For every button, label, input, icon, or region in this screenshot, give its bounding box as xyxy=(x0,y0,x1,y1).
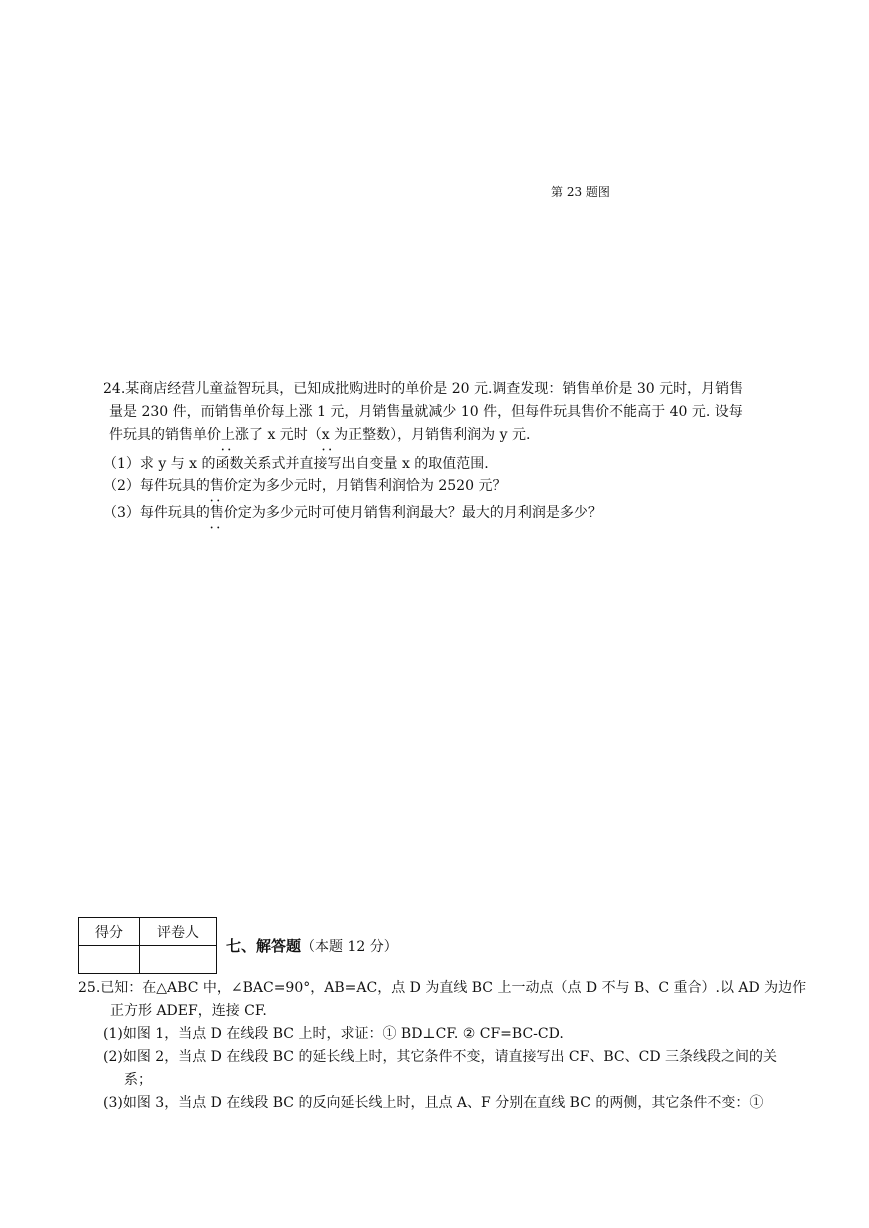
q24-line3-c: 了 x 元时（ xyxy=(249,427,322,443)
q24-line2: 量是 230 件，而销售单价每上涨 1 元，月销售量就减少 10 件，但每件玩具售价不能高于 40 元. 设每 xyxy=(109,404,743,420)
q24-line1: 24.某商店经营儿童益智玩具，已知成批购进时的单价是 20 元.调查发现：销售单价是 30 元时，月销售 xyxy=(103,381,744,397)
q24-emphasis-price-2: 售价 • • xyxy=(210,478,238,494)
section-7-note: （本题 12 分） xyxy=(301,939,398,955)
grader-header: 评卷人 xyxy=(140,918,217,946)
q24-part3-c: 定为多少元时可使月销售利润最大？最大的月利润是多少？ xyxy=(237,505,602,521)
score-cell[interactable] xyxy=(79,946,140,974)
q24-emphasis-price-3: 售价 • • xyxy=(210,505,238,521)
q25-part3: (3)如图 3，当点 D 在线段 BC 的反向延长线上时，且点 A、F 分别在直线 BC 的两侧，其它条件不变：① xyxy=(103,1095,764,1111)
q24-line3 xyxy=(109,425,530,445)
q24-part2-c: 定为多少元时，月销售利润恰为 2520 元？ xyxy=(237,478,507,494)
q25-line2: 正方形 ADEF，连接 CF. xyxy=(110,1003,267,1019)
q24-emphasis-integer: x 为正整数 • • xyxy=(322,427,390,443)
q24-line3-a: 件玩具的销售单价 xyxy=(109,427,221,443)
q25-line1: 25.已知：在△ABC 中，∠BAC=90°，AB=AC，点 D 为直线 BC 上一动点（点 D 不与 B、C 重合）.以 AD 为边作 xyxy=(78,980,807,996)
q24-part3 xyxy=(103,503,602,523)
score-table xyxy=(78,917,217,974)
q25-part2-cont: 系； xyxy=(124,1072,152,1088)
q24-part2 xyxy=(103,476,506,496)
q24-part1: （1）求 y 与 x 的函数关系式并直接写出自变量 x 的取值范围. xyxy=(103,456,489,472)
score-header: 得分 xyxy=(79,918,140,946)
q24-line3-e: ），月销售利润为 y 元. xyxy=(390,427,531,443)
q24-part2-a: （2）每件玩具的 xyxy=(103,478,210,494)
section-7-heading xyxy=(226,935,398,956)
figure-caption: 第 23 题图 xyxy=(551,185,610,199)
section-7-title: 七、解答题 xyxy=(226,937,302,955)
q24-emphasis-rise: 上涨 • • xyxy=(221,427,249,443)
q24-part3-a: （3）每件玩具的 xyxy=(103,505,210,521)
q25-part1: (1)如图 1，当点 D 在线段 BC 上时，求证：① BD⊥CF. ② CF=BC-CD. xyxy=(103,1026,564,1042)
grader-cell[interactable] xyxy=(140,946,217,974)
q25-part2: (2)如图 2，当点 D 在线段 BC 的延长线上时，其它条件不变，请直接写出 CF、BC、CD 三条线段之间的关 xyxy=(103,1049,777,1065)
